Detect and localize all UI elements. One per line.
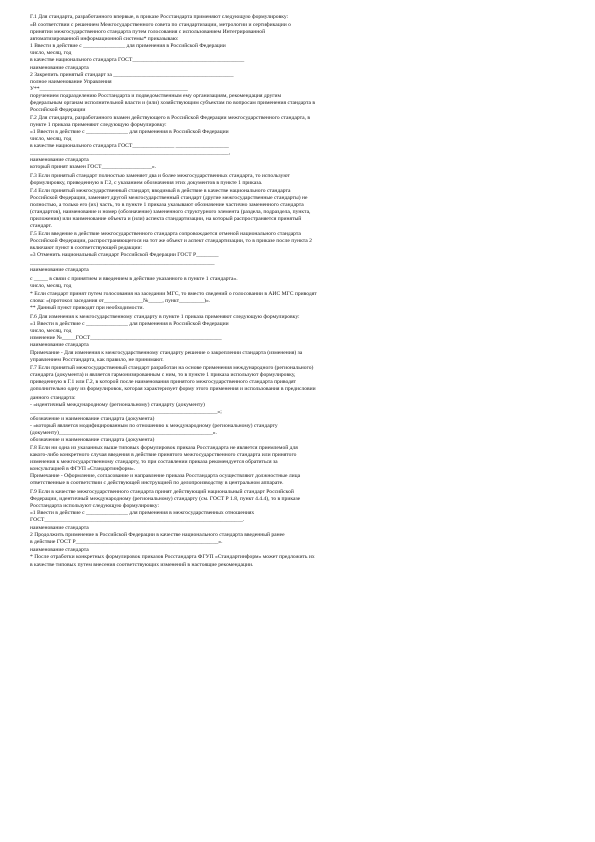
document-line: __________________________________________________________________ [30,259,215,266]
document-line: включают пункт в соответствующей редакции: [30,245,143,252]
document-line: ** Данный пункт приводят при необходимости. [30,305,144,312]
document-line: стандарт. [30,223,52,230]
document-line: - «идентичный международному (региональному) стандарту (документу) [30,401,205,408]
document-line: У**_____________________________________________________ [30,85,188,92]
document-line: «3 Отменить национальный стандарт Российской Федерации ГОСТ Р________ [30,252,219,259]
document-line: * После отработки конкретных формулировок приказов Росстандарта ФГУП «Стандартинформ» может предложить их [30,554,315,561]
document-line: _______________________________________________________________________, [30,150,230,157]
document-line: Примечание - Для изменения к межгосударственному стандарту решение о закреплении стандарта (изменения) за [30,350,303,357]
document-line: «1 Ввести в действие с _______________ для применения в межгосударственных отношениях [30,509,255,516]
document-line: автоматизированной информационной системы* приказываю: [30,36,179,43]
document-line: наименование стандарта [30,64,89,71]
document-line: федеральным органам исполнительной власти и (или) хозяйствующим субъектам по вопросам применения стандарта в [30,99,316,106]
document-line: приложения) или наименование объекта и (или) аспекта стандартизации, на который распространяется принятый [30,216,302,223]
document-line: слова: «(протокол заседания от______________№_____, пункт_________)». [30,298,211,305]
document-line: Г.4 Если принятый межгосударственный стандарт, вводимый в действие в качестве национального стандарта [30,187,291,194]
document-line: в качестве типовых путем внесения соответствующих изменений в настоящие рекомендации. [30,561,254,568]
document-line: который принят взамен ГОСТ__________________». [30,164,157,171]
document-line: Примечание - Оформление, согласование и направление приказа Росстандарта осуществляют должностные лица [30,473,301,480]
document-line: ГОСТ_______________________________________________________________________. [30,516,245,523]
document-line: пункте 1 приказа применяют следующую формулировку: [30,122,167,129]
document-line: с _____ в связи с принятием и введением в действие указанного в пункте 1 стандарта». [30,276,238,283]
document-line: консультацией в ФГУП «Стандартинформ». [30,466,136,473]
document-line: Г.5 Если введение в действие межгосударственного стандарта сопровождается отменой национального стандарта [30,231,301,238]
document-line: наименование стандарта [30,157,89,164]
document-line: 2 Продолжить применение в Российской Федерации в качестве национального стандарта введенный ранее [30,532,285,539]
document-line: наименование стандарта [30,341,89,348]
document-line: «1 Ввести в действие с _______________ для применения в Российской Федерации [30,320,229,327]
document-line: Российской Федерации [30,106,86,113]
document-line: Г.1 Для стандарта, разработанного впервые, в приказе Росстандарта применяют следующую формулировку: [30,14,289,20]
document-line: «1 Ввести в действие с _______________ для применения в Российской Федерации [30,129,229,136]
document-line: Г.7 Если принятый межгосударственный стандарт разработан на основе применения международного (регионального) [30,365,314,372]
document-line: 2 Закрепить принятый стандарт за ___________________________________________ [30,71,234,78]
document-line: Г.8 Если ни одна из указанных выше типовых формулировок приказа Росстандарта не является приемлемой для [30,445,298,452]
document-line: обозначение и наименование стандарта (документа) [30,415,155,422]
document-line: Г.9 Если в качестве межгосударственного стандарта принят действующий национальный стандарт Российской [30,488,294,495]
document-line: полное наименование Управления [30,78,112,85]
document-line: число, месяц, год [30,327,72,334]
document-line: наименование стандарта [30,266,89,273]
document-line: ___________________________________________________________________»; [30,408,222,415]
document-line: принятии межгосударственного стандарта путем голосования с использованием Интегрированной [30,29,266,36]
document-line: стандарта (документа) и является гармонизированным с ним, то в пункте 1 приказа используют формулировку, [30,372,296,379]
document-line: Г.3 Если принятый стандарт полностью заменяет два и более межгосударственных стандарта, то используют [30,172,290,179]
document-line: какого-либо конкретного случая введения в действие принятого межгосударственного стандарта или принятого [30,452,297,459]
document-line: * Если стандарт принят путем голосования на заседании МГС, то вместо сведений о голосовании в АИС МГС приводят [30,291,317,298]
document-line: обозначение и наименование стандарта (документа) [30,436,155,443]
document-line: изменение №_____ГОСТ_______________________________________________ [30,334,222,341]
document-line: (стандартов), наименование и номер (обозначение) замененного структурного элемента (раздела, подраздела, пункта, [30,209,311,216]
document-line: в качестве национального стандарта ГОСТ_______________ ___________________ [30,143,229,150]
document-line: Г.2 Для стандарта, разработанного взамен действующего в Российской Федерации межгосударственного стандарта, в [30,115,311,122]
document-line: число, месяц, год [30,50,72,57]
document-line: Российской Федерации, заменяет другой межгосударственный стандарт (другие межгосударственные стандарты) не [30,194,308,201]
document-line: поручением подразделению Росстандарта и подведомственным ему организациям, рекомендация другим [30,92,282,99]
document-line: дополнительно одну из формулировок, которая характеризует форму этого применения и использования в предисловии [30,386,316,393]
document-line: полностью, а только его (их) часть, то в пункте 1 приказа указывают обозначение частично замененного стандарта [30,201,304,208]
document-line: формулировку, приведенную в Г.2, с указанием обозначения этих документов в пункте 1 приказа. [30,179,263,186]
document-line: в действие ГОСТ Р___________________________________________________». [30,539,223,546]
document-line: наименование стандарта [30,525,89,532]
document-line: число, месяц, год [30,283,72,290]
document-line: «В соответствии с решением Межгосударственного совета по стандартизации, метрологии и сертификации о [30,22,291,29]
document-line: управлением Росстандарта, как правило, не принимают. [30,357,164,364]
document-line: наименование стандарта [30,547,89,554]
document-line: 1 Ввести в действие с _______________ для применения в Российской Федерации [30,43,226,50]
document-line: приведенную в Г.1 или Г.2, в которой после наименования принятого межгосударственного стандарта приводят [30,379,297,386]
document-line: в качестве национального стандарта ГОСТ________________________________________ [30,57,245,64]
document-line: Росстандарта используют следующую формулировку: [30,502,160,509]
document-line: данного стандарта: [30,394,76,401]
document-page [30,14,570,569]
document-line: Российской Федерации, распространяющегося на тот же объект и аспект стандартизации, то в приказе после пункта 2 [30,238,312,245]
document-line: ответственные в соответствии с действующей инструкцией по делопроизводству в центральном аппарате. [30,480,284,487]
document-line: Федерации, идентичный международному (региональному) стандарту (см. ГОСТ Р 1.8, пункт 4.4.4), то в приказе [30,495,301,502]
document-line: - «который является модифицированным по отношению к международному (региональному) стандарту [30,422,278,429]
document-line: Г.6 Для изменения к межгосударственному стандарту в пункте 1 приказа применяют следующую формулировку: [30,313,300,320]
document-line: число, месяц, год [30,136,72,143]
document-line: (документу)_______________________________________________________». [30,429,217,436]
document-line: изменения к межгосударственному стандарту, то при составлении приказа рекомендуется обратиться за [30,459,278,466]
